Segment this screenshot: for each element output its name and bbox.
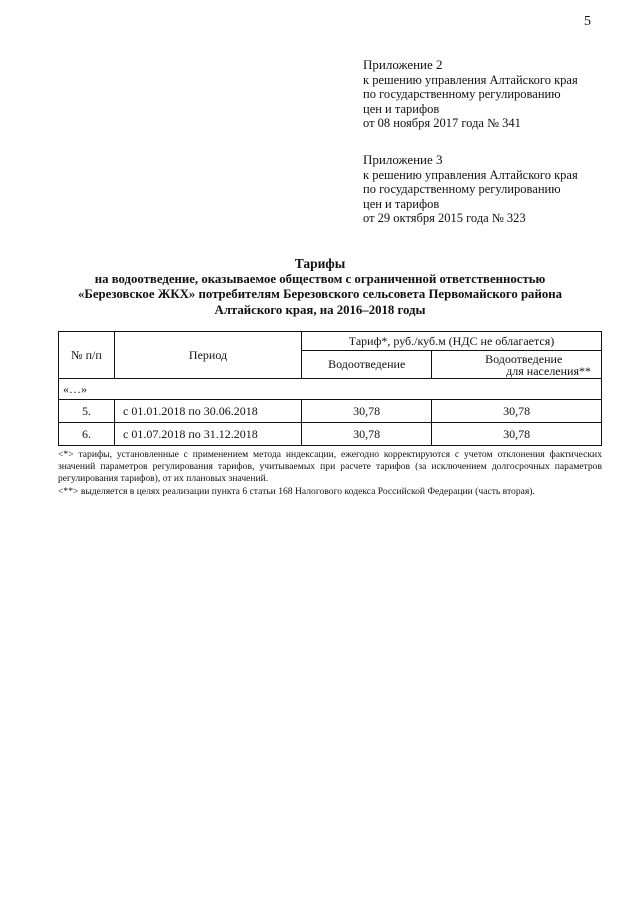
appendix-2-line: по государственному регулированию xyxy=(363,87,561,101)
sub-header-sewerage: Водоотведение xyxy=(302,351,432,379)
table-row xyxy=(59,423,602,446)
appendix-3-line: по государственному регулированию xyxy=(363,182,561,196)
appendix-3-date: от 29 октября 2015 года № 323 xyxy=(363,211,526,225)
row-num: 6. xyxy=(59,423,115,446)
appendix-3-line: цен и тарифов xyxy=(363,196,440,211)
footnotes xyxy=(58,449,602,498)
appendix-2-title: Приложение 2 xyxy=(363,57,443,72)
appendix-2-header xyxy=(363,58,623,131)
row-tariff-sewerage: 30,78 xyxy=(302,423,432,446)
appendix-2-date: от 08 ноября 2017 года № 341 xyxy=(363,116,521,130)
appendix-3-header xyxy=(363,153,623,226)
footnote-2: <**> выделяется в целях реализации пункта 6 статьи 168 Налогового кодекса Российской Федерации (часть вторая). xyxy=(58,485,535,497)
header-num: № п/п xyxy=(59,332,115,379)
tariff-table xyxy=(58,331,602,446)
footnote-1: <*> тарифы, установленные с применением метода индексации, ежегодно корректируются с учетом отклонения фактических значений параметров регулирования тарифов, учитываемых при расчете тарифов (за исключением долгосрочных параметров регулирования тарифов), от их плановых значений. xyxy=(58,449,602,485)
document-title-block xyxy=(40,256,600,318)
header-tariff: Тариф*, руб./куб.м (НДС не облагается) xyxy=(302,332,602,351)
row-period: с 01.07.2018 по 31.12.2018 xyxy=(115,423,302,446)
appendix-3-line: к решению управления Алтайского края xyxy=(363,167,578,182)
document-subtitle-line: Алтайского края, на 2016–2018 годы xyxy=(214,302,426,317)
document-title: Тарифы xyxy=(294,256,346,271)
row-tariff-sewerage: 30,78 xyxy=(302,400,432,423)
sub-header-sewerage-population xyxy=(432,351,602,379)
row-period: с 01.01.2018 по 30.06.2018 xyxy=(115,400,302,423)
sub-header-line: для населения** xyxy=(506,363,591,378)
document-subtitle-line: «Березовское ЖКХ» потребителям Березовского сельсовета Первомайского района xyxy=(77,287,563,301)
document-subtitle-line: на водоотведение, оказываемое обществом с ограниченной ответственностью xyxy=(94,271,546,286)
page-number: 5 xyxy=(584,14,591,29)
appendix-2-line: к решению управления Алтайского края xyxy=(363,72,578,87)
header-period: Период xyxy=(115,332,302,379)
sub-header-line: Водоотведение xyxy=(485,351,563,366)
row-num: 5. xyxy=(59,400,115,423)
appendix-3-title: Приложение 3 xyxy=(363,152,443,167)
row-tariff-population: 30,78 xyxy=(432,400,602,423)
ellipsis-row: «…» xyxy=(59,379,602,400)
row-tariff-population: 30,78 xyxy=(432,423,602,446)
appendix-2-line: цен и тарифов xyxy=(363,101,440,116)
table-row xyxy=(59,400,602,423)
